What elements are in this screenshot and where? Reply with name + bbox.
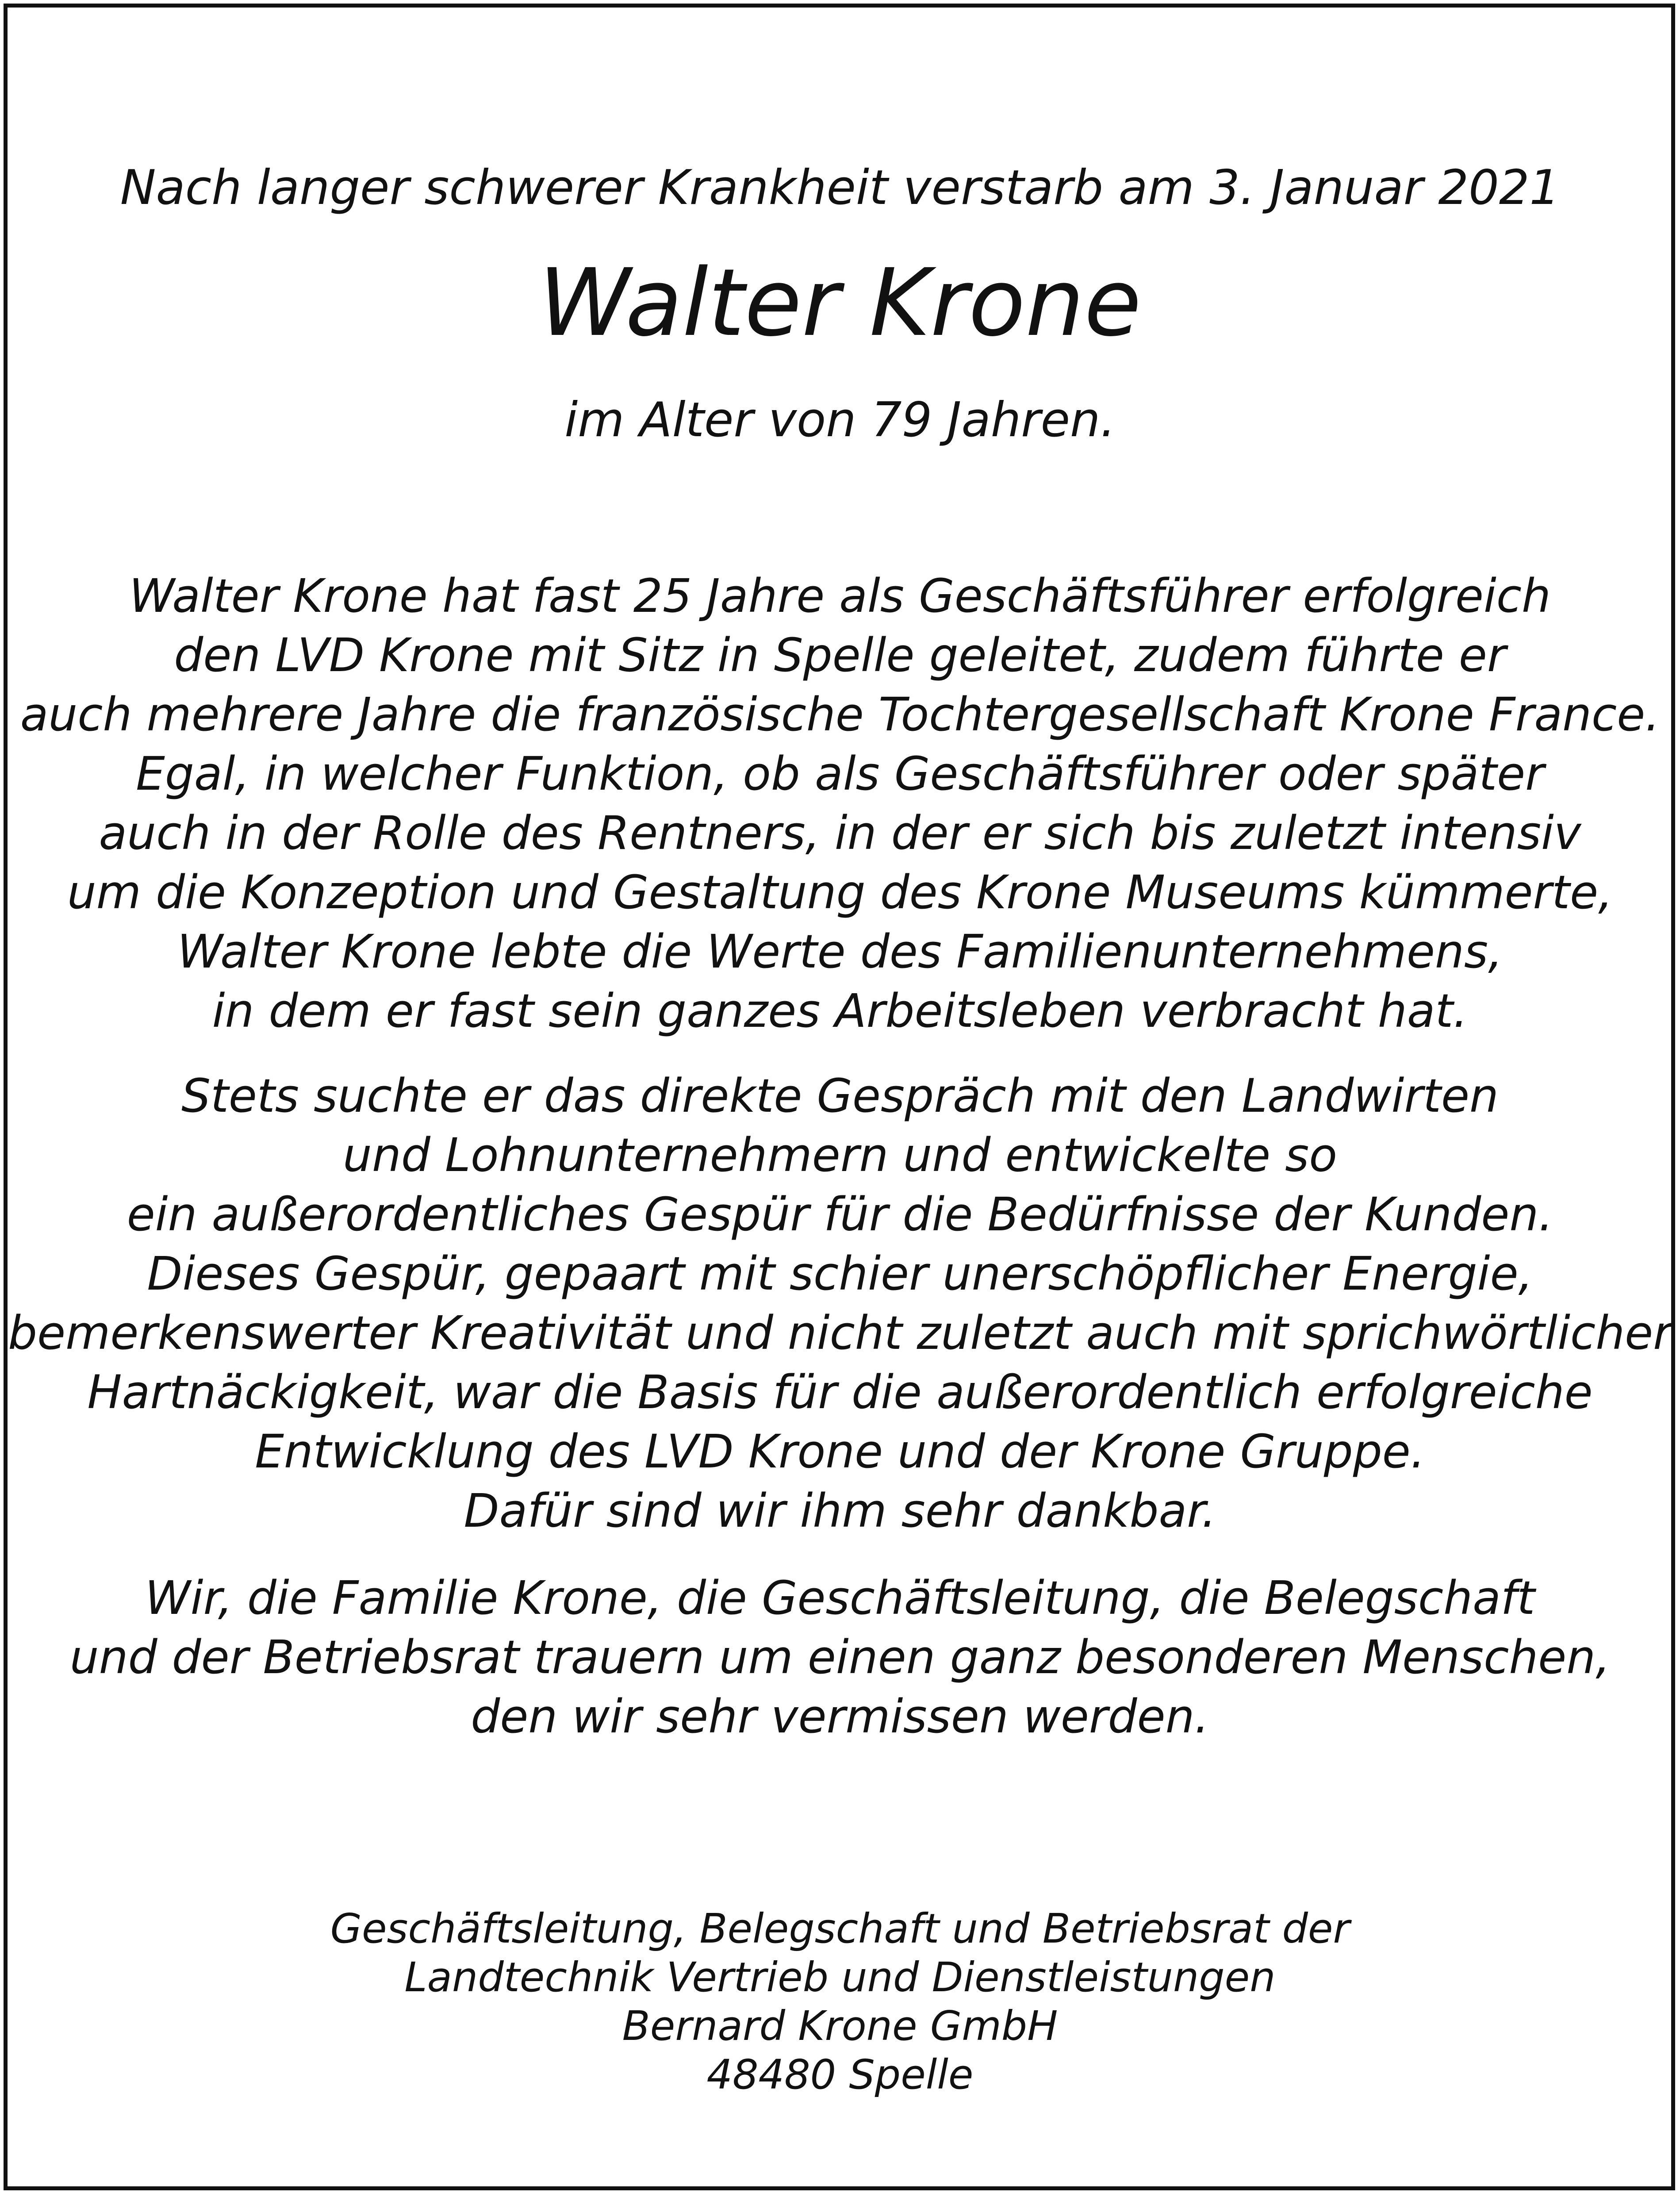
paragraph-line: Hartnäckigkeit, war die Basis für die außerordentlich erfolgreiche <box>87 1365 1593 1419</box>
signature-line: Landtechnik Vertrieb und Dienstleistungen <box>404 1954 1276 2001</box>
paragraph-line: Dafür sind wir ihm sehr dankbar. <box>464 1484 1216 1538</box>
signature-line: Geschäftsleitung, Belegschaft und Betriebsrat der <box>330 1905 1350 1952</box>
age-line: im Alter von 79 Jahren. <box>564 392 1116 448</box>
deceased-name: Walter Krone <box>538 249 1142 357</box>
paragraph-line: den wir sehr vermissen werden. <box>471 1690 1209 1743</box>
paragraph-line: Egal, in welcher Funktion, ob als Geschäftsführer oder später <box>136 747 1544 801</box>
paragraph-line: Walter Krone hat fast 25 Jahre als Geschäftsführer erfolgreich <box>129 569 1551 623</box>
paragraph-line: Dieses Gespür, gepaart mit schier unerschöpflicher Energie, <box>147 1247 1533 1301</box>
paragraph-line: den LVD Krone mit Sitz in Spelle geleitet, zudem führte er <box>174 628 1506 682</box>
paragraph-line: und Lohnunternehmern und entwickelte so <box>343 1128 1337 1182</box>
signature-line: Bernard Krone GmbH <box>622 2002 1058 2050</box>
death-announcement-intro: Nach langer schwerer Krankheit verstarb am 3. Januar 2021 <box>120 160 1560 215</box>
paragraph-line: Wir, die Familie Krone, die Geschäftsleitung, die Belegschaft <box>145 1571 1535 1625</box>
paragraph-line: auch in der Rolle des Rentners, in der er sich bis zuletzt intensiv <box>99 806 1581 860</box>
mourning-paragraph <box>4 1568 1676 1746</box>
signature-line: 48480 Spelle <box>706 2051 974 2098</box>
paragraph-line: und der Betriebsrat trauern um einen ganz besonderen Menschen, <box>69 1630 1611 1684</box>
tribute-paragraph-1 <box>4 566 1676 1041</box>
paragraph-line: in dem er fast sein ganzes Arbeitsleben verbracht hat. <box>212 984 1468 1038</box>
paragraph-line: Entwicklung des LVD Krone und der Krone Gruppe. <box>255 1425 1425 1479</box>
paragraph-line: ein außerordentliches Gespür für die Bedürfnisse der Kunden. <box>127 1187 1553 1241</box>
paragraph-line: auch mehrere Jahre die französische Tochtergesellschaft Krone France. <box>20 687 1660 741</box>
paragraph-line: bemerkenswerter Kreativität und nicht zuletzt auch mit sprichwörtlicher <box>8 1306 1672 1360</box>
paragraph-line: Stets suchte er das direkte Gespräch mit den Landwirten <box>181 1069 1499 1123</box>
paragraph-line: um die Konzeption und Gestaltung des Krone Museums kümmerte, <box>67 865 1613 919</box>
paragraph-line: Walter Krone lebte die Werte des Familienunternehmens, <box>177 925 1503 979</box>
tribute-paragraph-2 <box>4 1066 1676 1540</box>
signature-block <box>4 1905 1676 2099</box>
